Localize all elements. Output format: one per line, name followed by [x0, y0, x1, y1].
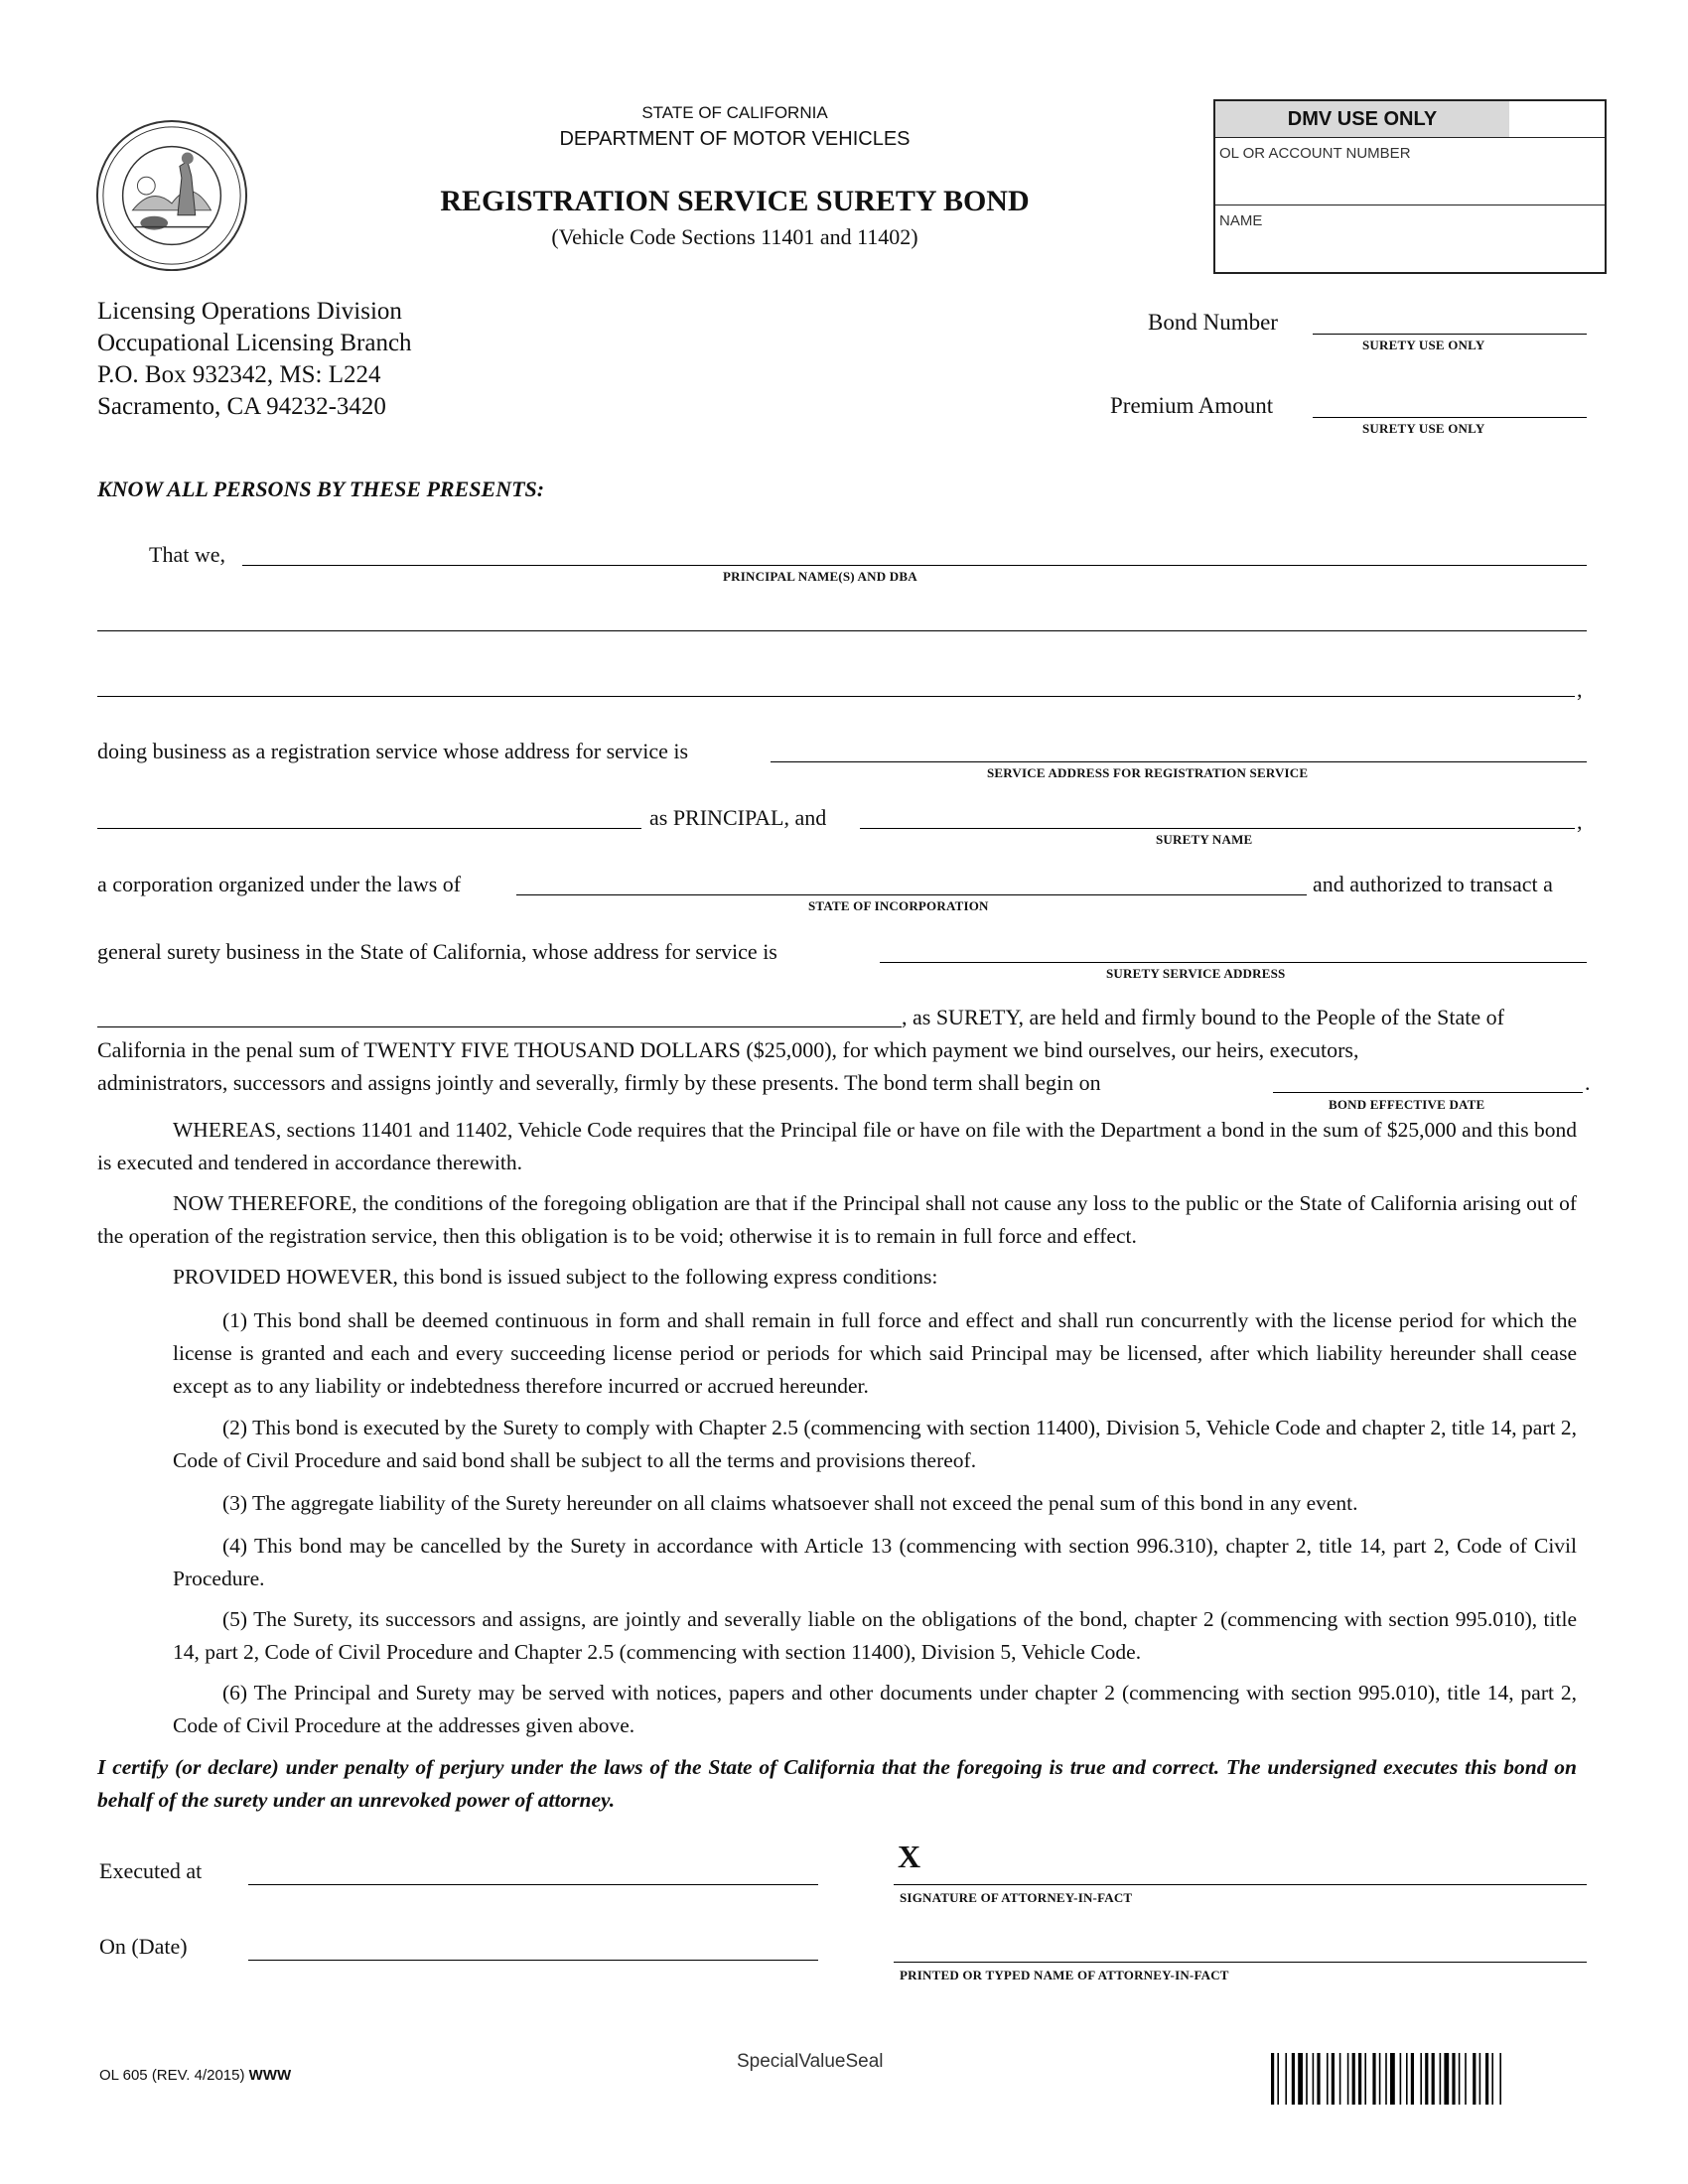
state-of-incorporation-field[interactable]	[516, 894, 1307, 895]
printed-name-field[interactable]	[894, 1962, 1587, 1963]
condition-1: (1) This bond shall be deemed continuous in form and shall remain in full force and effect and shall run concurrently with the license period for which the license is granted and each and every succeeding license period or periods for which said Principal may be licensed, after which liability hereunder shall cease except as to any liability or indebtedness therefore incurred or accrued hereunder.	[173, 1308, 1577, 1398]
principal-name-field-line-2[interactable]	[97, 630, 1587, 631]
comma: ,	[1577, 677, 1583, 702]
bond-effective-date-caption: BOND EFFECTIVE DATE	[1329, 1097, 1485, 1112]
provided-however-paragraph: PROVIDED HOWEVER, this bond is issued subject to the following express conditions:	[173, 1265, 938, 1289]
service-address-caption: SERVICE ADDRESS FOR REGISTRATION SERVICE	[987, 765, 1309, 780]
surety-name-field[interactable]	[860, 828, 1575, 829]
department-name: DEPARTMENT OF MOTOR VEHICLES	[559, 128, 911, 150]
as-principal-label: as PRINCIPAL, and	[649, 805, 827, 830]
know-all-heading: KNOW ALL PERSONS BY THESE PRESENTS:	[97, 477, 545, 501]
that-we-label: That we,	[149, 542, 225, 567]
certification-statement: I certify (or declare) under penalty of perjury under the laws of the State of California that the foregoing is true and correct. The undersigned executes this bond on behalf of the surety under an unrevoked power of attorney.	[97, 1755, 1577, 1812]
dmv-use-only-box	[1213, 99, 1607, 274]
bond-number-field[interactable]	[1313, 334, 1587, 335]
now-therefore-paragraph: NOW THEREFORE, the conditions of the foregoing obligation are that if the Principal shall not cause any loss to the public or the State of California arising out of the operation of the registration service, then this obligation is to be void; otherwise it is to remain in full force and effect.	[97, 1191, 1577, 1248]
ol-account-number-label: OL OR ACCOUNT NUMBER	[1219, 145, 1411, 162]
authorized-label: and authorized to transact a	[1313, 872, 1553, 896]
executed-at-field[interactable]	[248, 1884, 818, 1885]
condition-4: (4) This bond may be cancelled by the Surety in accordance with Article 13 (commencing with section 996.310), chapter 2, title 14, part 2, Code of Civil Procedure.	[173, 1534, 1577, 1590]
executed-at-label: Executed at	[99, 1858, 203, 1883]
address-line-1: Licensing Operations Division	[97, 298, 402, 325]
form-title: REGISTRATION SERVICE SURETY BOND	[440, 185, 1030, 217]
period: .	[1585, 1070, 1591, 1095]
whereas-paragraph: WHEREAS, sections 11401 and 11402, Vehicle Code requires that the Principal file or have on file with the Department a bond in the sum of $25,000 and this bond is executed and tendered in accordance therewith.	[97, 1118, 1577, 1174]
form-id	[99, 2067, 291, 2084]
premium-amount-caption: SURETY USE ONLY	[1362, 421, 1485, 436]
corporation-label: a corporation organized under the laws of	[97, 872, 462, 896]
condition-2: (2) This bond is executed by the Surety to comply with Chapter 2.5 (commencing with section 11400), Division 5, Vehicle Code and chapter 2, title 14, part 2, Code of Civil Procedure and said bond shall be subject to all the terms and provisions thereof.	[173, 1416, 1577, 1472]
penal-sum-text-1: California in the penal sum of TWENTY FIVE THOUSAND DOLLARS ($25,000), for which payment we bind ourselves, our heirs, executors,	[97, 1037, 1359, 1062]
surety-service-address-field-line-2[interactable]	[97, 1026, 902, 1027]
service-address-field-line-2[interactable]	[97, 828, 641, 829]
premium-amount-label: Premium Amount	[1110, 393, 1274, 418]
barcode	[1271, 2053, 1589, 2105]
service-address-field[interactable]	[771, 761, 1587, 762]
doing-business-label: doing business as a registration service whose address for service is	[97, 739, 689, 763]
premium-amount-field[interactable]	[1313, 417, 1587, 418]
condition-5: (5) The Surety, its successors and assigns, are jointly and severally liable on the obligations of the bond, chapter 2 (commencing with section 995.010), title 14, part 2, Code of Civil Procedure and Chapter 2.5 (commencing with section 11400), Division 5, Vehicle Code.	[173, 1607, 1577, 1664]
condition-6: (6) The Principal and Surety may be served with notices, papers and other documents under chapter 2 (commencing with section 995.010), title 14, part 2, Code of Civil Procedure at the addresses given above.	[173, 1681, 1577, 1737]
signature-x-mark: X	[898, 1839, 921, 1874]
penal-sum-text-2: administrators, successors and assigns jointly and severally, firmly by these presents. The bond term shall begin on	[97, 1070, 1101, 1095]
state-name: STATE OF CALIFORNIA	[641, 103, 828, 122]
principal-name-caption: PRINCIPAL NAME(S) AND DBA	[723, 569, 917, 584]
surety-service-address-field[interactable]	[880, 962, 1587, 963]
general-surety-label: general surety business in the State of California, whose address for service is	[97, 939, 777, 964]
printed-name-caption: PRINTED OR TYPED NAME OF ATTORNEY-IN-FACT	[900, 1968, 1229, 1982]
address-line-2: Occupational Licensing Branch	[97, 330, 412, 356]
surety-name-caption: SURETY NAME	[1156, 832, 1253, 847]
bond-number-caption: SURETY USE ONLY	[1362, 338, 1485, 352]
form-revision: OL 605 (REV. 4/2015)	[99, 2067, 245, 2084]
signature-field[interactable]	[894, 1884, 1587, 1885]
address-line-3: P.O. Box 932342, MS: L224	[97, 361, 381, 388]
signature-caption: SIGNATURE OF ATTORNEY-IN-FACT	[900, 1890, 1133, 1905]
principal-name-field[interactable]	[242, 565, 1587, 566]
name-label: NAME	[1219, 212, 1263, 229]
dmv-box-heading: DMV USE ONLY	[1215, 101, 1509, 137]
on-date-label: On (Date)	[99, 1934, 188, 1959]
principal-name-field-line-3[interactable]	[97, 696, 1575, 697]
bond-number-label: Bond Number	[1148, 310, 1278, 335]
comma: ,	[1577, 809, 1583, 834]
special-value-seal-text: SpecialValueSeal	[737, 2051, 884, 2072]
condition-3: (3) The aggregate liability of the Surety hereunder on all claims whatsoever shall not exceed the penal sum of this bond in any event.	[222, 1491, 1358, 1515]
surety-service-address-caption: SURETY SERVICE ADDRESS	[1106, 966, 1286, 981]
address-line-4: Sacramento, CA 94232-3420	[97, 393, 386, 420]
as-surety-text: , as SURETY, are held and firmly bound to the People of the State of	[902, 1005, 1504, 1029]
bond-effective-date-field[interactable]	[1273, 1092, 1583, 1093]
form-subtitle: (Vehicle Code Sections 11401 and 11402)	[551, 224, 918, 249]
dmv-box-divider	[1215, 137, 1605, 138]
www-mark: WWW	[248, 2067, 292, 2084]
on-date-field[interactable]	[248, 1960, 818, 1961]
state-of-incorporation-caption: STATE OF INCORPORATION	[808, 898, 989, 913]
